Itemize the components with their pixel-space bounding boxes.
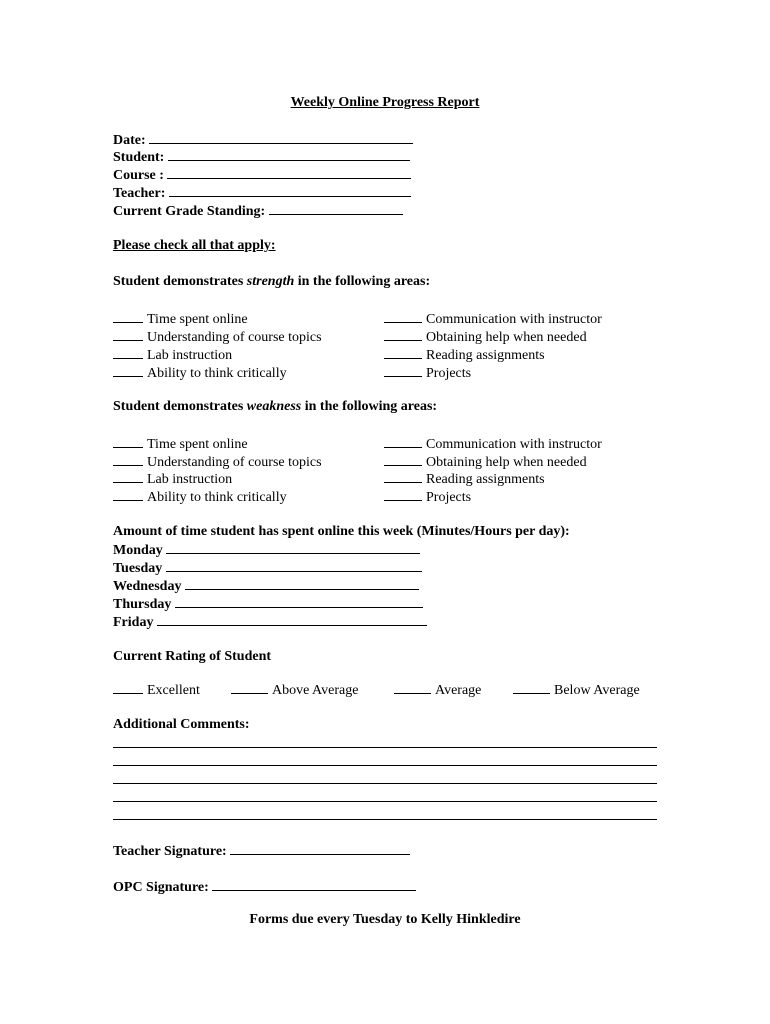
weakness-checkbox[interactable]: [384, 452, 422, 466]
rating-checkbox[interactable]: [513, 680, 550, 694]
rating-checkbox[interactable]: [231, 680, 268, 694]
monday-label: Monday: [113, 543, 163, 558]
strength-right-item: [384, 327, 587, 347]
strength-heading-suffix: in the following areas:: [294, 274, 431, 289]
wednesday-row: [113, 576, 419, 596]
comment-line[interactable]: [113, 819, 657, 820]
strength-left-item: [113, 309, 248, 329]
weakness-checkbox[interactable]: [113, 487, 143, 501]
strength-right-item: [384, 345, 545, 365]
strength-item-label: Obtaining help when needed: [426, 330, 587, 345]
strength-right-item: [384, 309, 602, 329]
course-field[interactable]: [167, 165, 411, 179]
strength-item-label: Time spent online: [147, 312, 248, 327]
strength-item-label: Projects: [426, 366, 472, 381]
date-field[interactable]: [149, 130, 413, 144]
weakness-item-label: Understanding of course topics: [147, 455, 322, 470]
strength-checkbox[interactable]: [113, 363, 143, 377]
weakness-checkbox[interactable]: [384, 434, 422, 448]
weakness-item-label: Reading assignments: [426, 472, 545, 487]
weakness-item-label: Communication with instructor: [426, 437, 602, 452]
date-label: Date:: [113, 133, 146, 148]
friday-label: Friday: [113, 615, 154, 630]
teacher-signature-row: [113, 841, 410, 861]
rating-option-label: Above Average: [272, 683, 359, 698]
rating-heading: Current Rating of Student: [113, 649, 272, 664]
thursday-row: [113, 594, 423, 614]
weakness-checkbox[interactable]: [113, 469, 143, 483]
comments-heading: Additional Comments:: [113, 717, 250, 732]
weakness-heading-emphasis: weakness: [246, 399, 302, 414]
weakness-item-label: Obtaining help when needed: [426, 455, 587, 470]
weakness-checkbox[interactable]: [384, 469, 422, 483]
strength-right-item: [384, 363, 471, 383]
weakness-item-label: Ability to think critically: [147, 490, 287, 505]
weakness-right-item: [384, 487, 471, 507]
wednesday-field[interactable]: [185, 576, 419, 590]
thursday-label: Thursday: [113, 597, 172, 612]
time-heading: Amount of time student has spent online this week (Minutes/Hours per day):: [113, 524, 570, 539]
strength-item-label: Reading assignments: [426, 348, 545, 363]
opc-signature-label: OPC Signature:: [113, 880, 209, 895]
strength-checkbox[interactable]: [384, 363, 422, 377]
rating-option-above-average: [231, 680, 358, 700]
friday-field[interactable]: [157, 612, 427, 626]
strength-checkbox[interactable]: [384, 327, 422, 341]
weakness-right-item: [384, 469, 545, 489]
grade-label: Current Grade Standing:: [113, 204, 266, 219]
footer-note: Forms due every Tuesday to Kelly Hinkledire: [249, 912, 521, 927]
rating-checkbox[interactable]: [113, 680, 143, 694]
teacher-signature-field[interactable]: [230, 841, 410, 855]
check-instruction: Please check all that apply:: [113, 238, 276, 253]
weakness-item-label: Projects: [426, 490, 472, 505]
weakness-right-item: [384, 434, 602, 454]
weakness-left-item: [113, 487, 287, 507]
student-row: [113, 147, 410, 167]
strength-left-item: [113, 327, 322, 347]
weakness-left-item: [113, 469, 232, 489]
thursday-field[interactable]: [175, 594, 423, 608]
comment-line[interactable]: [113, 801, 657, 802]
strength-left-item: [113, 363, 287, 383]
student-field[interactable]: [168, 147, 410, 161]
strength-heading-prefix: Student demonstrates: [113, 274, 247, 289]
weakness-checkbox[interactable]: [384, 487, 422, 501]
comment-line[interactable]: [113, 765, 657, 766]
teacher-label: Teacher:: [113, 186, 166, 201]
weakness-heading: [113, 398, 437, 416]
rating-option-below-average: [513, 680, 640, 700]
rating-option-label: Excellent: [147, 683, 200, 698]
strength-item-label: Communication with instructor: [426, 312, 602, 327]
strength-heading-emphasis: strength: [246, 274, 295, 289]
rating-checkbox[interactable]: [394, 680, 431, 694]
rating-option-average: [394, 680, 481, 700]
rating-option-label: Average: [435, 683, 482, 698]
opc-signature-field[interactable]: [212, 877, 416, 891]
strength-checkbox[interactable]: [113, 309, 143, 323]
form-title: Weekly Online Progress Report: [290, 95, 480, 110]
comment-line[interactable]: [113, 783, 657, 784]
strength-heading: [113, 273, 430, 291]
tuesday-field[interactable]: [166, 558, 422, 572]
strength-item-label: Ability to think critically: [147, 366, 287, 381]
strength-item-label: Understanding of course topics: [147, 330, 322, 345]
strength-checkbox[interactable]: [113, 345, 143, 359]
weakness-heading-prefix: Student demonstrates: [113, 399, 247, 414]
rating-option-excellent: [113, 680, 200, 700]
strength-item-label: Lab instruction: [147, 348, 233, 363]
teacher-signature-label: Teacher Signature:: [113, 844, 227, 859]
weakness-item-label: Time spent online: [147, 437, 248, 452]
weakness-left-item: [113, 434, 248, 454]
strength-checkbox[interactable]: [113, 327, 143, 341]
strength-left-item: [113, 345, 232, 365]
weakness-heading-suffix: in the following areas:: [301, 399, 438, 414]
weakness-checkbox[interactable]: [113, 452, 143, 466]
teacher-field[interactable]: [169, 183, 411, 197]
wednesday-label: Wednesday: [113, 579, 182, 594]
grade-row: [113, 201, 403, 221]
course-row: [113, 165, 411, 185]
friday-row: [113, 612, 427, 632]
weakness-checkbox[interactable]: [113, 434, 143, 448]
tuesday-label: Tuesday: [113, 561, 163, 576]
rating-option-label: Below Average: [554, 683, 640, 698]
teacher-row: [113, 183, 411, 203]
opc-signature-row: [113, 877, 416, 897]
weakness-item-label: Lab instruction: [147, 472, 233, 487]
strength-checkbox[interactable]: [384, 345, 422, 359]
strength-checkbox[interactable]: [384, 309, 422, 323]
monday-row: [113, 540, 420, 560]
monday-field[interactable]: [166, 540, 420, 554]
course-label: Course :: [113, 168, 164, 183]
comment-line[interactable]: [113, 747, 657, 748]
student-label: Student:: [113, 150, 165, 165]
tuesday-row: [113, 558, 422, 578]
grade-field[interactable]: [269, 201, 403, 215]
